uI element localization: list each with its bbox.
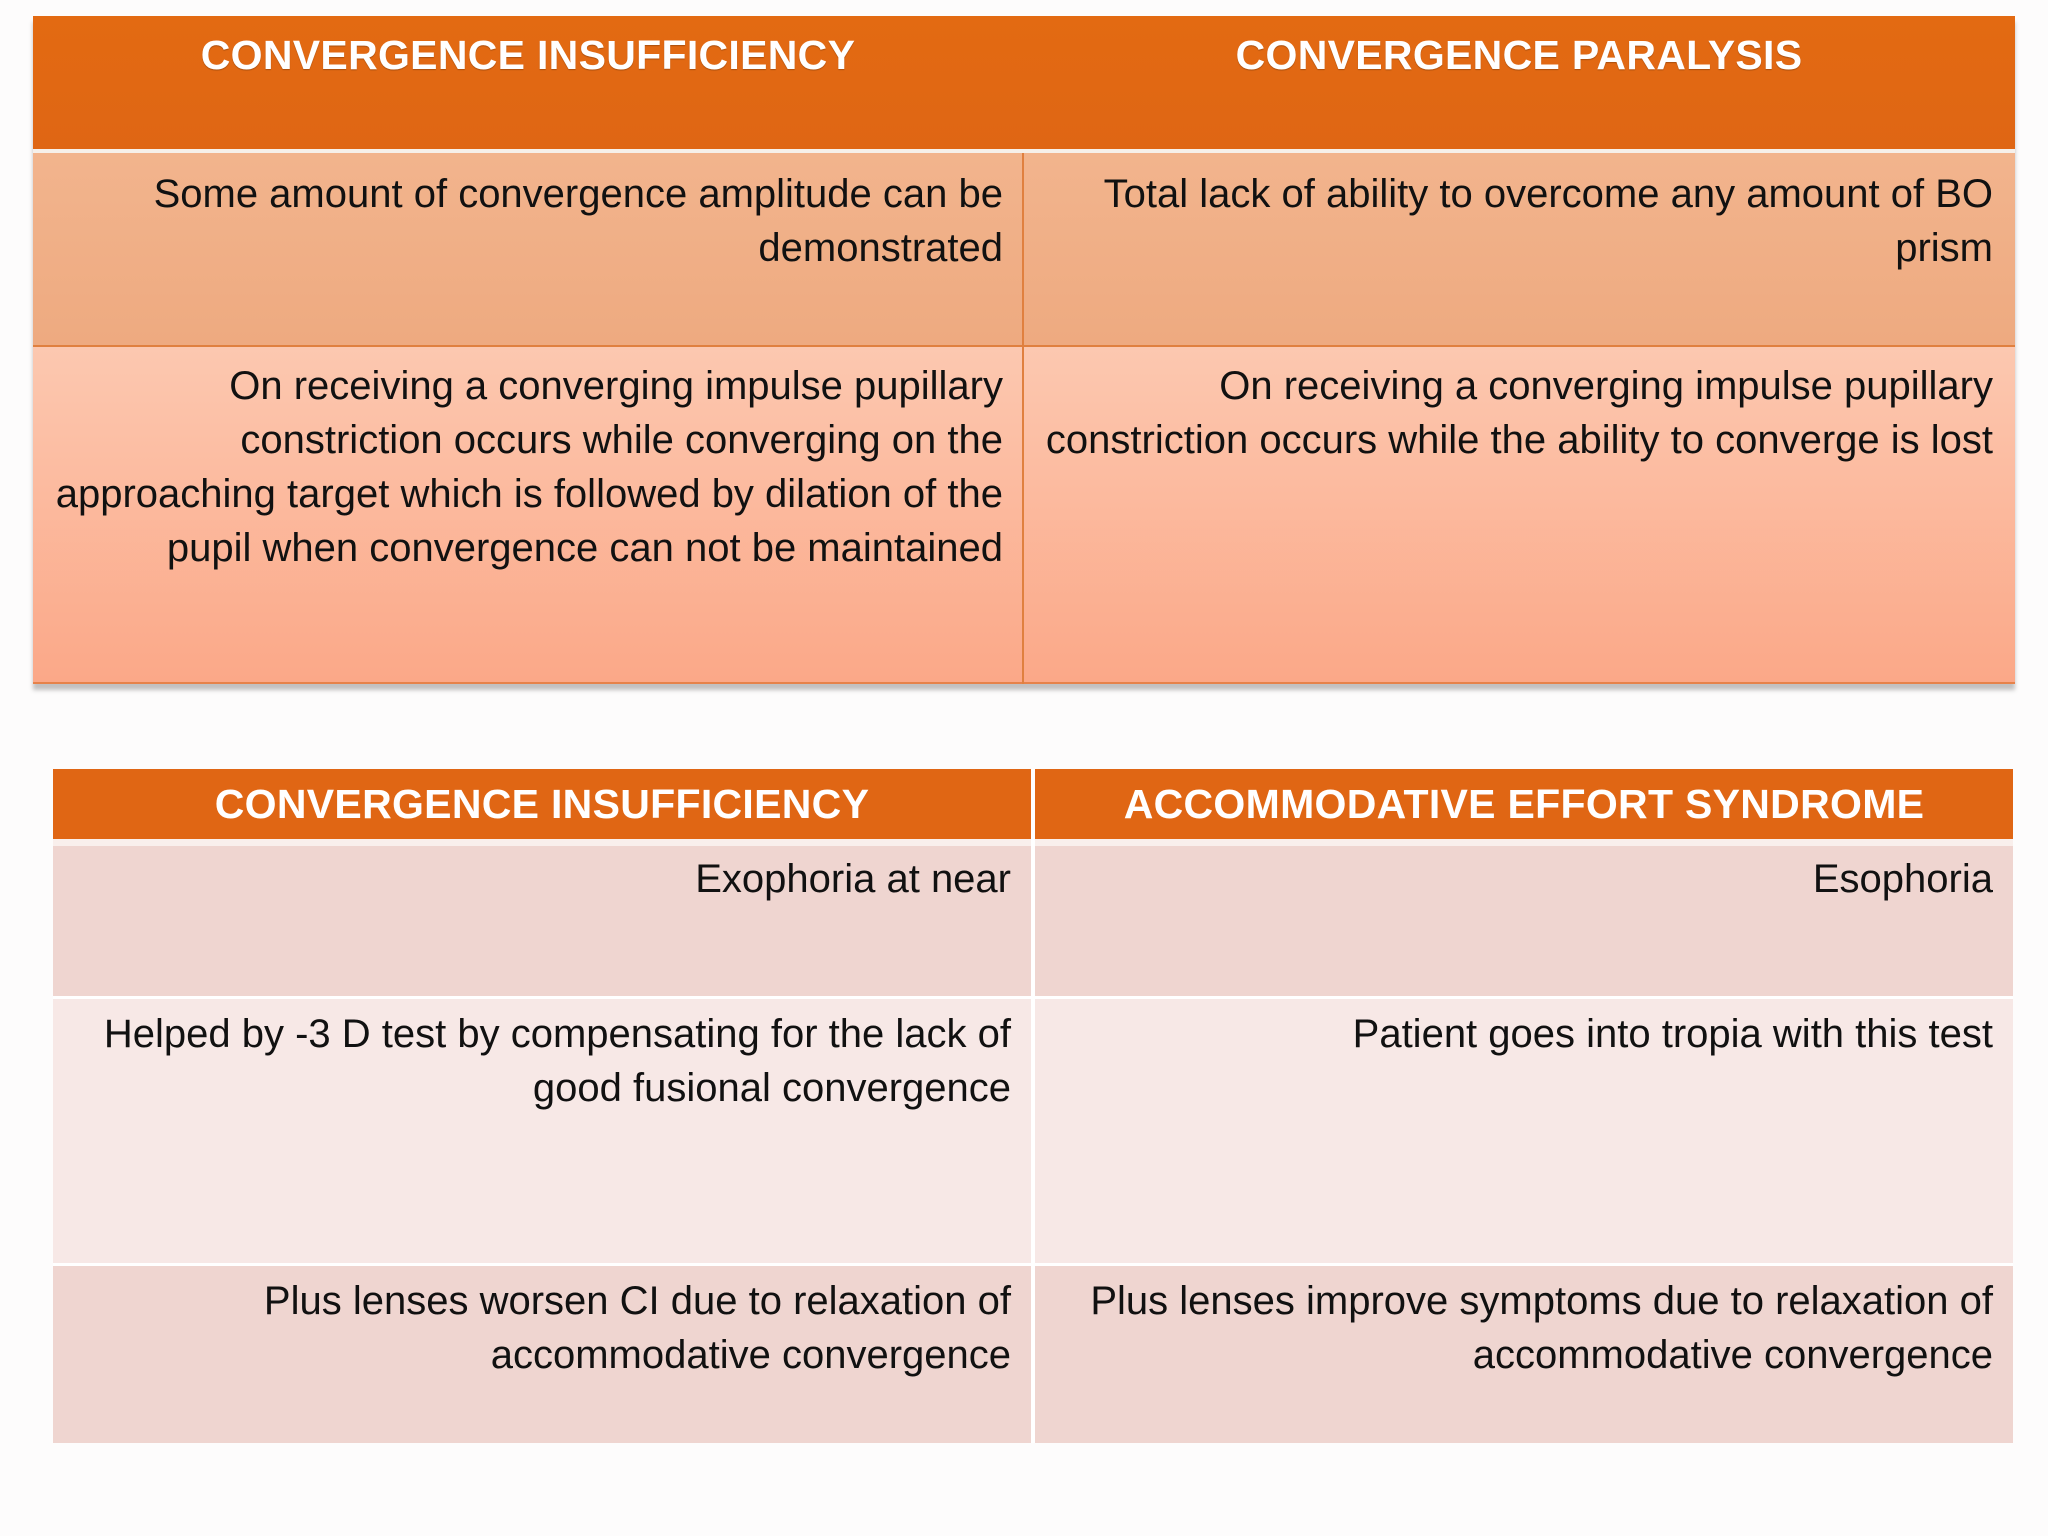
table-cell: On receiving a converging impulse pupillary constriction occurs while the ability to converge is lost bbox=[1045, 364, 1993, 462]
table-cell: Patient goes into tropia with this test bbox=[1352, 1012, 1993, 1056]
table-header bbox=[33, 16, 2015, 153]
table-cell: Exophoria at near bbox=[695, 857, 1011, 901]
table-cell: Plus lenses worsen CI due to relaxation of accommodative convergence bbox=[263, 1279, 1011, 1377]
header-convergence-insufficiency: CONVERGENCE INSUFFICIENCY bbox=[200, 32, 856, 78]
header-accommodative-effort-syndrome: ACCOMMODATIVE EFFORT SYNDROME bbox=[1123, 781, 1925, 827]
table-cell: On receiving a converging impulse pupillary constriction occurs while converging on the approaching target which is followed by dilation of the pupil when convergence can not be maintained bbox=[55, 364, 1003, 570]
table-ci-vs-paralysis bbox=[33, 16, 2015, 684]
column-divider bbox=[1031, 769, 1035, 1443]
table-cell: Esophoria bbox=[1812, 857, 1993, 901]
header-convergence-paralysis: CONVERGENCE PARALYSIS bbox=[1235, 32, 1803, 78]
table-ci-vs-accommodative-effort bbox=[53, 769, 2013, 1443]
table-cell: Plus lenses improve symptoms due to relaxation of accommodative convergence bbox=[1090, 1279, 1993, 1377]
table-row bbox=[33, 153, 2015, 347]
column-divider bbox=[1022, 153, 1024, 684]
table-row bbox=[33, 347, 2015, 684]
table-cell: Helped by -3 D test by compensating for the lack of good fusional convergence bbox=[103, 1012, 1011, 1110]
header-convergence-insufficiency: CONVERGENCE INSUFFICIENCY bbox=[214, 781, 870, 827]
table-cell: Total lack of ability to overcome any amount of BO prism bbox=[1103, 172, 1993, 270]
table-cell: Some amount of convergence amplitude can be demonstrated bbox=[153, 172, 1003, 270]
